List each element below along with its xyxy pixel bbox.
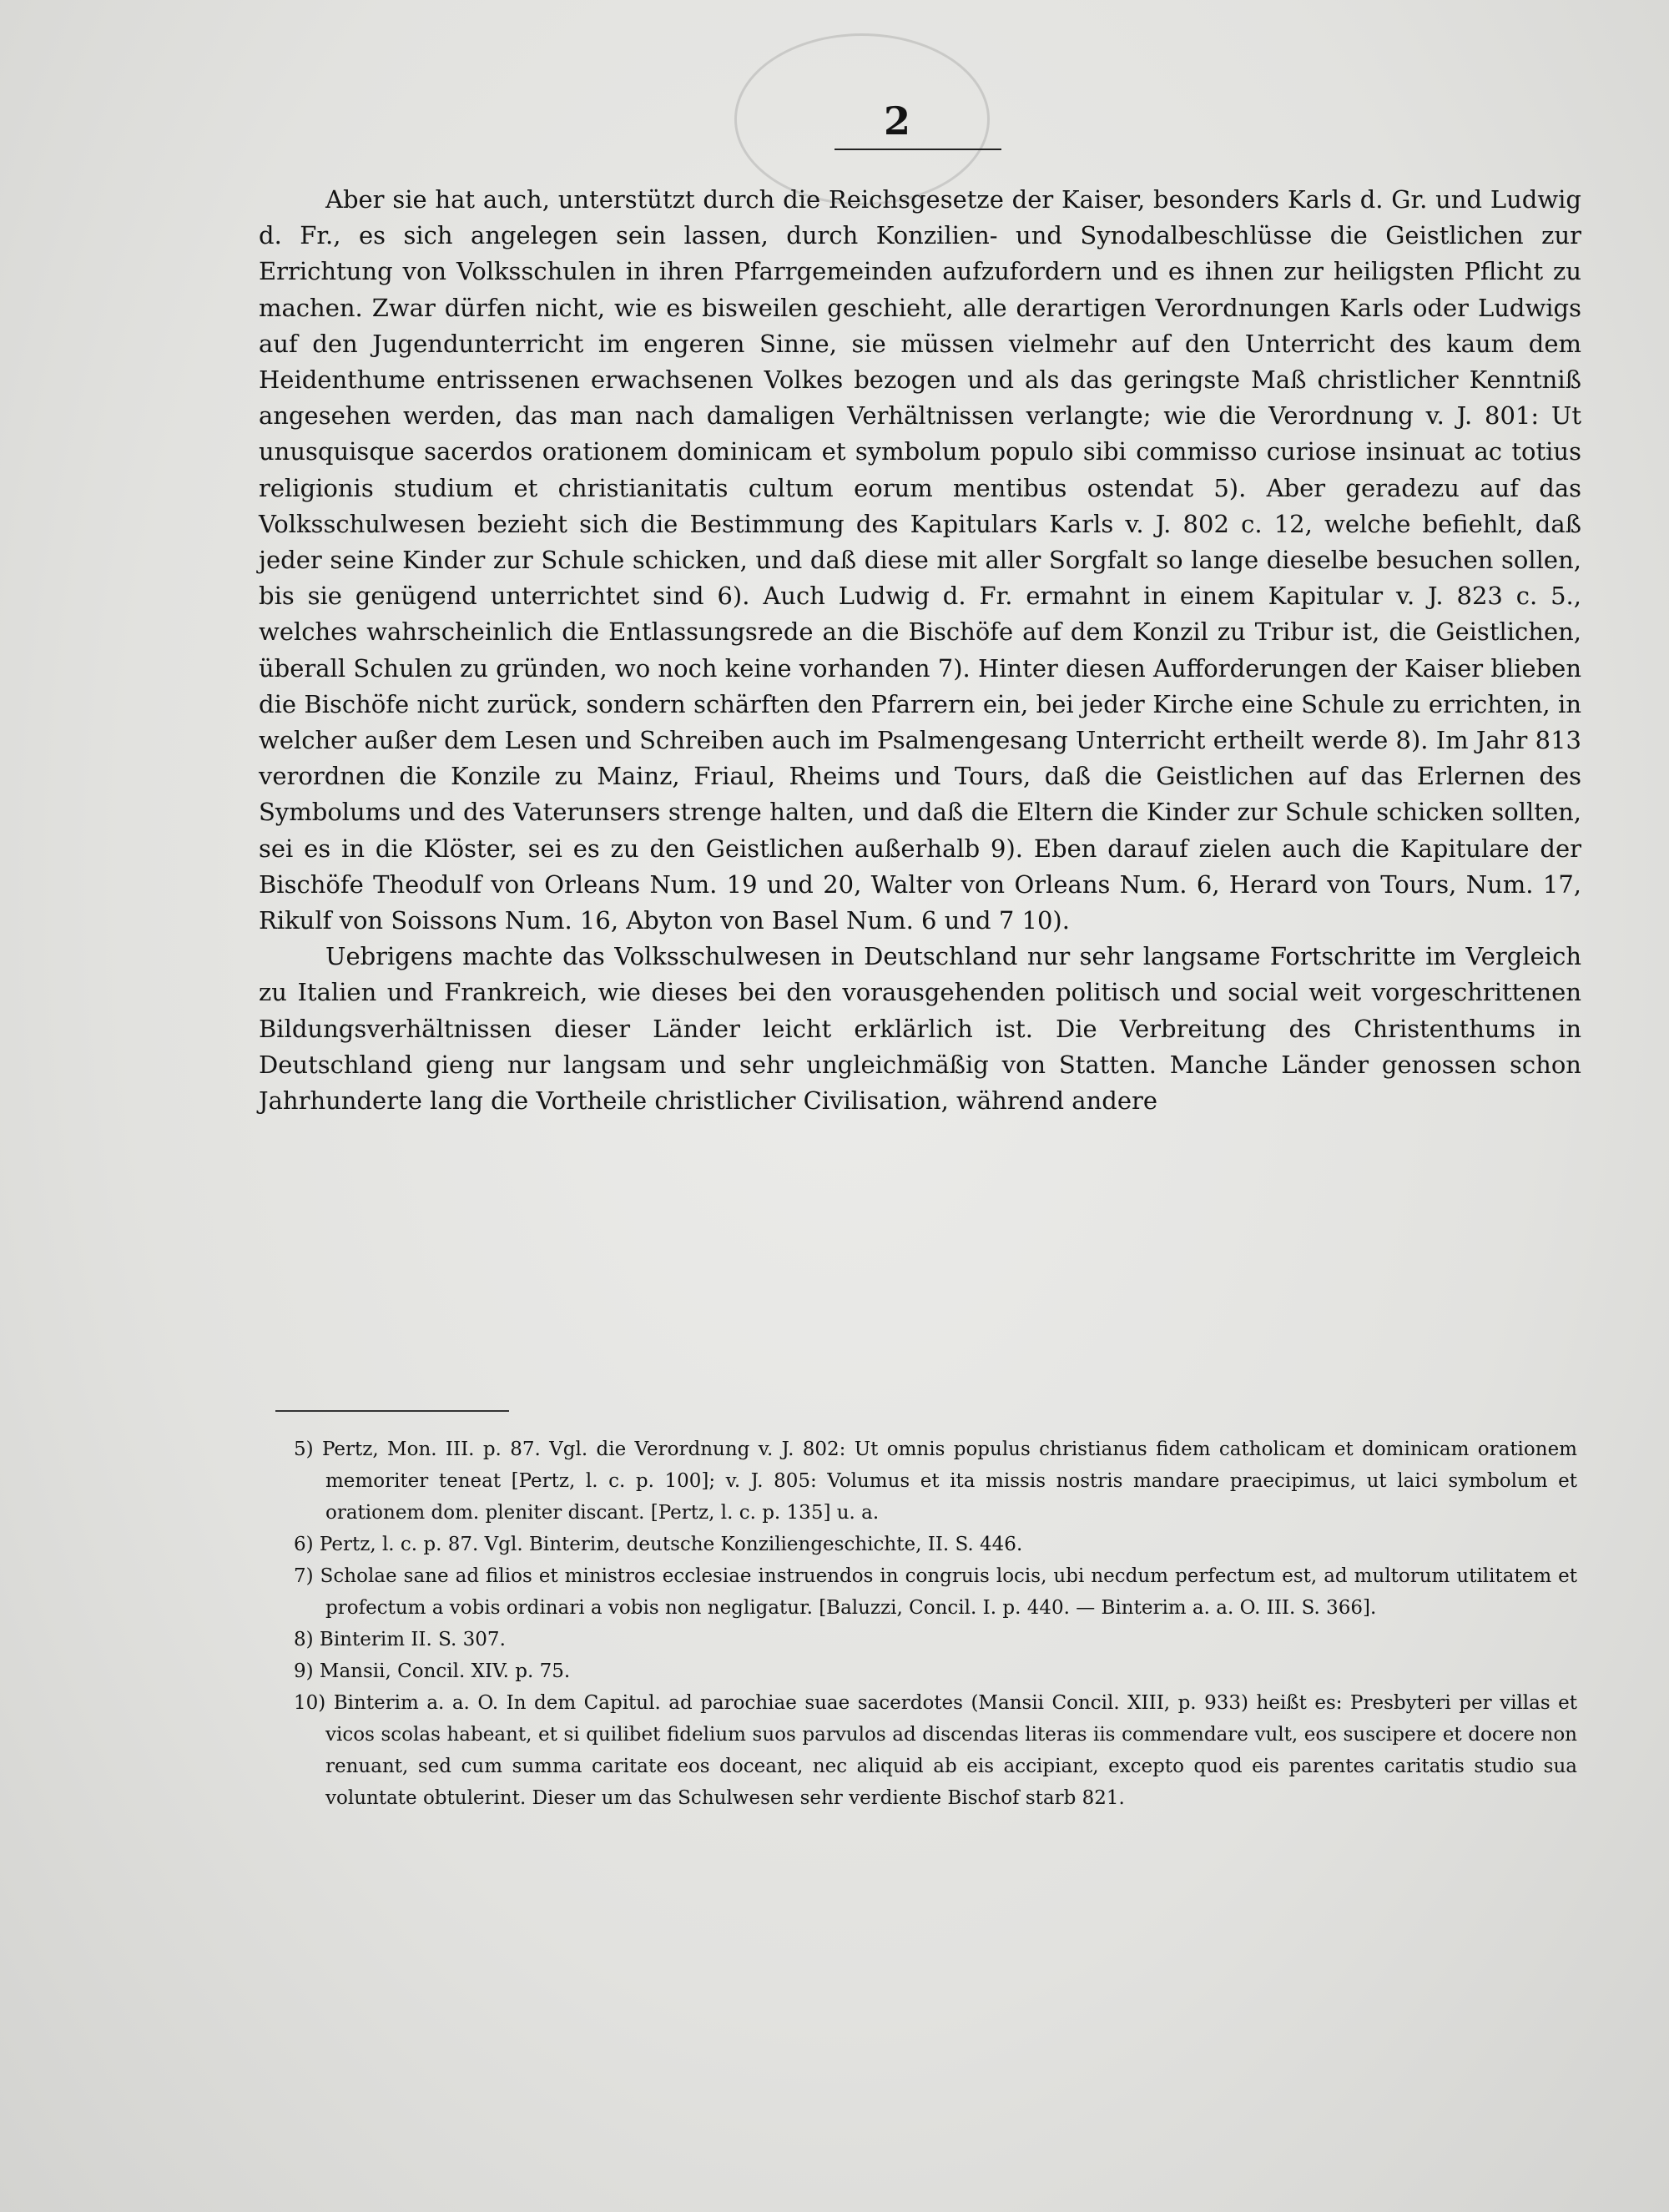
footnote	[259, 1529, 1577, 1560]
footnote-number: 8)	[294, 1629, 314, 1650]
main-text	[259, 182, 1581, 1119]
footnote-number: 10)	[294, 1692, 326, 1714]
footnote	[259, 1655, 1577, 1687]
page-number: 2	[883, 98, 910, 144]
footnote	[259, 1434, 1577, 1529]
footnote-text: Binterim a. a. O. In dem Capitul. ad parochiae suae sacerdotes (Mansii Concil. XIII, p. 933) heißt es: Presbyteri per villas et vicos scolas habeant, et si quilibet fidelium suos parvulos ad discendas literas iis commendare vult, eos suscipere et docere non renuant, sed cum summa caritate eos doceant, nec aliquid ab eis accipiant, excepto quod eis parentes caritatis studio sua voluntate obtulerint. Dieser um das Schulwesen sehr verdiente Bischof starb 821.	[325, 1692, 1578, 1809]
paragraph: Aber sie hat auch, unterstützt durch die Reichsgesetze der Kaiser, besonders Karls d. Gr. und Ludwig d. Fr., es sich angelegen sein lassen, durch Konzilien- und Synodalbeschlüsse die Geistlichen zur Errichtung von Volksschulen in ihren Pfarrgemeinden aufzufordern und es ihnen zur heiligsten Pflicht zu machen. Zwar dürfen nicht, wie es bisweilen geschieht, alle derartigen Verordnungen Karls oder Ludwigs auf den Jugendunterricht im engeren Sinne, sie müssen vielmehr auf den Unterricht des kaum dem Heidenthume entrissenen erwachsenen Volkes bezogen und als das geringste Maß christlicher Kenntniß angesehen werden, das man nach damaligen Verhältnissen verlangte; wie die Verordnung v. J. 801: Ut unusquisque sacerdos orationem dominicam et symbolum populo sibi commisso curiose insinuat ac totius religionis studium et christianitatis cultum eorum mentibus ostendat 5). Aber geradezu auf das Volksschulwesen bezieht sich die Bestimmung des Kapitulars Karls v. J. 802 c. 12, welche befiehlt, daß jeder seine Kinder zur Schule schicken, und daß diese mit aller Sorgfalt so lange dieselbe besuchen sollen, bis sie genügend unterrichtet sind 6). Auch Ludwig d. Fr. ermahnt in einem Kapitular v. J. 823 c. 5., welches wahrscheinlich die Entlassungsrede an die Bischöfe auf dem Konzil zu Tribur ist, die Geistlichen, überall Schulen zu gründen, wo noch keine vorhanden 7). Hinter diesen Aufforderungen der Kaiser blieben die Bischöfe nicht zurück, sondern schärften den Pfarrern ein, bei jeder Kirche eine Schule zu errichten, in welcher außer dem Lesen und Schreiben auch im Psalmengesang Unterricht ertheilt werde 8). Im Jahr 813 verordnen die Konzile zu Mainz, Friaul, Rheims und Tours, daß die Geistlichen auf das Erlernen des Symbolums und des Vaterunsers strenge halten, und daß die Eltern die Kinder zur Schule schicken sollten, sei es in die Klöster, sei es zu den Geistlichen außerhalb 9). Eben darauf zielen auch die Kapitulare der Bischöfe Theodulf von Orleans Num. 19 und 20, Walter von Orleans Num. 6, Herard von Tours, Num. 17, Rikulf von Soissons Num. 16, Abyton von Basel Num. 6 und 7 10).	[259, 185, 1581, 935]
footnote-number: 7)	[294, 1565, 314, 1587]
footnote-number: 6)	[294, 1534, 314, 1555]
header-rule	[834, 149, 1001, 150]
footnote-text: Mansii, Concil. XIV. p. 75.	[319, 1660, 571, 1682]
footnote-separator	[275, 1410, 509, 1412]
footnote	[259, 1624, 1577, 1655]
paragraph: Uebrigens machte das Volksschulwesen in Deutschland nur sehr langsame Fortschritte im Vergleich zu Italien und Frankreich, wie dieses bei den vorausgehenden politisch und social weit vorgeschrittenen Bildungsverhältnissen dieser Länder leicht erklärlich ist. Die Verbreitung des Christenthums in Deutschland gieng nur langsam und sehr ungleichmäßig von Statten. Manche Länder genossen schon Jahrhunderte lang die Vortheile christlicher Civilisation, während andere	[259, 942, 1581, 1116]
footnote	[259, 1560, 1577, 1624]
footnote-text: Scholae sane ad filios et ministros ecclesiae instruendos in congruis locis, ubi necdum perfectum est, ad multorum utilitatem et profectum a vobis ordinari a vobis non negligatur. [Baluzzi, Concil. I. p. 440. — Binterim a. a. O. III. S. 366].	[320, 1565, 1578, 1619]
footnote-number: 9)	[294, 1660, 314, 1682]
footnote-text: Binterim II. S. 307.	[319, 1629, 506, 1650]
footnotes	[259, 1434, 1577, 1814]
footnote	[259, 1687, 1577, 1814]
footnote-number: 5)	[294, 1439, 314, 1460]
footnote-text: Pertz, Mon. III. p. 87. Vgl. die Verordnung v. J. 802: Ut omnis populus christianus fidem catholicam et dominicam orationem memoriter teneat [Pertz, l. c. p. 100]; v. J. 805: Volumus et ita missis nostris mandare praecipimus, ut laici symbolum et orationem dom. pleniter discant. [Pertz, l. c. p. 135] u. a.	[321, 1439, 1577, 1524]
footnote-text: Pertz, l. c. p. 87. Vgl. Binterim, deutsche Konziliengeschichte, II. S. 446.	[319, 1534, 1023, 1555]
